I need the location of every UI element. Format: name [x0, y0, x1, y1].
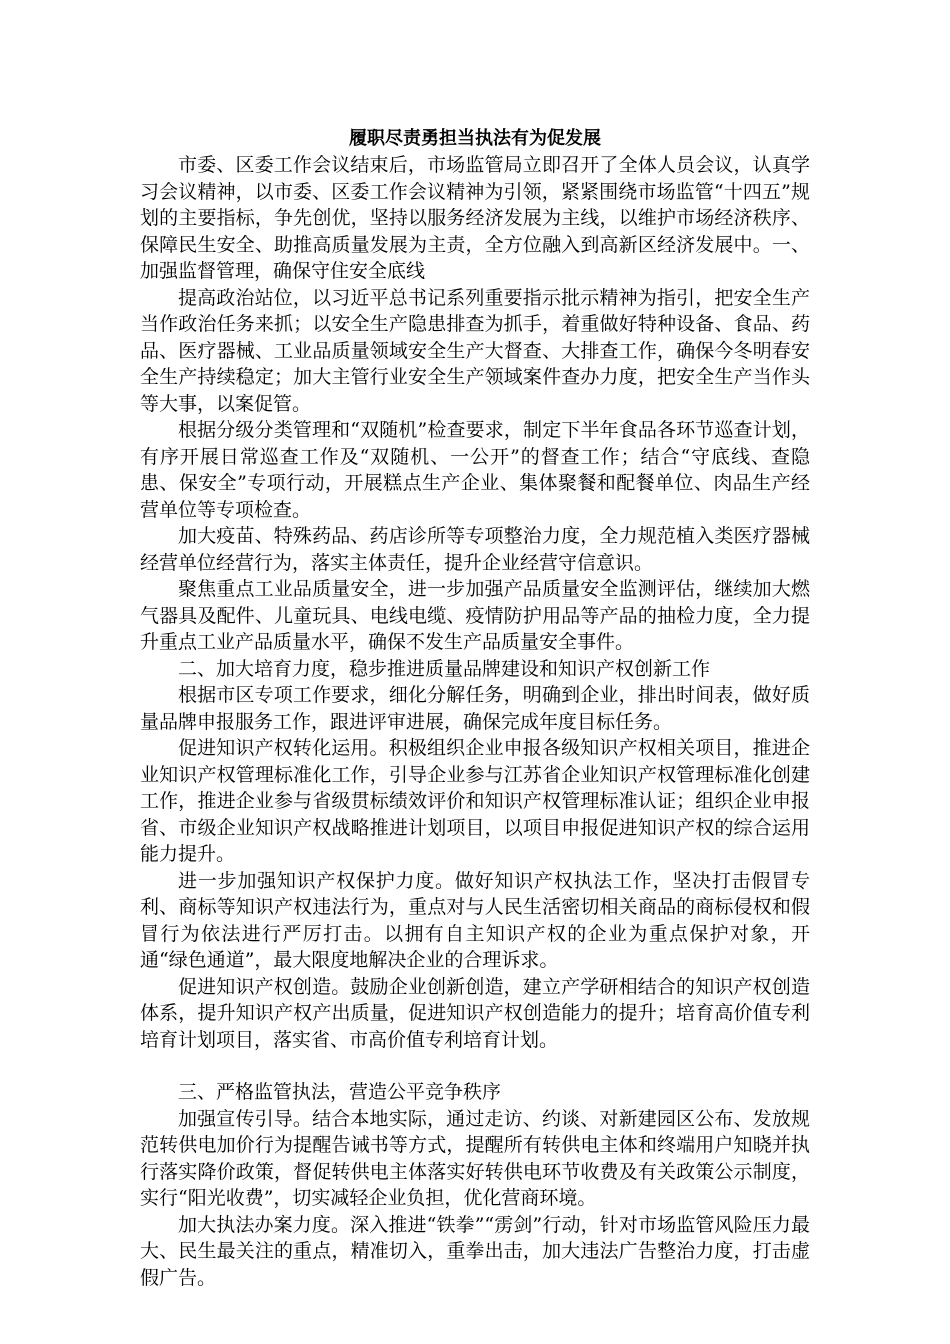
- paragraph-ip-creation: 促进知识产权创造。鼓励企业创新创造，建立产学研相结合的知识产权创造体系，提升知识产权产出质量，促进知识产权创造能力的提升；培育高价值专利培育计划项目，落实省、市高价值专利培育计划。: [140, 975, 810, 1051]
- paragraph-quality-brand: 根据市区专项工作要求，细化分解任务，明确到企业，排出时间表，做好质量品牌申报服务工作，跟进评审进展，确保完成年度目标任务。: [140, 684, 810, 733]
- section-heading-2: 二、加大培育力度，稳步推进质量品牌建设和知识产权创新工作: [178, 657, 711, 680]
- document-title: 履职尽责勇担当执法有为促发展: [349, 128, 601, 149]
- paragraph-ip-protection: 进一步加强知识产权保护力度。做好知识产权执法工作，坚决打击假冒专利、商标等知识产权违法行为，重点对与人民生活密切相关商品的商标侵权和假冒行为依法进行严厉打击。以拥有自主知识产权的企业为重点保护对象，开通“绿色通道”，最大限度地解决企业的合理诉求。: [140, 869, 810, 971]
- paragraph-publicity: 加强宣传引导。结合本地实际，通过走访、约谈、对新建园区公布、发放规范转供电加价行为提醒告诫书等方式，提醒所有转供电主体和终端用户知晓并执行落实降价政策，督促转供电主体落实好转供电环节收费及有关政策公示制度，实行“阳光收费”，切实减轻企业负担，优化营商环境。: [140, 1107, 810, 1209]
- section-heading-3: 三、严格监管执法，营造公平竞争秩序: [178, 1081, 502, 1103]
- paragraph-ip-application: 促进知识产权转化运用。积极组织企业申报各级知识产权相关项目，推进企业知识产权管理标准化工作，引导企业参与江苏省企业知识产权管理标准化创建工作，推进企业参与省级贯标绩效评价和知识产权管理标准认证；组织企业申报省、市级企业知识产权战略推进计划项目，以项目申报促进知识产权的综合运用能力提升。: [140, 737, 810, 865]
- paragraph-vaccine-drugs: 加大疫苗、特殊药品、药店诊所等专项整治力度，全力规范植入类医疗器械经营单位经营行为，落实主体责任，提升企业经营守信意识。: [140, 525, 810, 574]
- paragraph-enforcement: 加大执法办案力度。深入推进“铁拳”“雳剑”行动，针对市场监管风险压力最大、民生最关注的重点，精准切入，重拳出击，加大违法广告整治力度，打击虚假广告。: [140, 1213, 810, 1289]
- paragraph-safety-politics: 提高政治站位，以习近平总书记系列重要指示批示精神为指引，把安全生产当作政治任务来抓；以安全生产隐患排查为抓手，着重做好特种设备、食品、药品、医疗器械、工业品质量领域安全生产大督查、大排查工作，确保今冬明春安全生产持续稳定；加大主管行业安全生产领域案件查办力度，把安全生产当作头等大事，以案促管。: [140, 286, 810, 415]
- paragraph-industrial-quality: 聚焦重点工业品质量安全，进一步加强产品质量安全监测评估，继续加大燃气器具及配件、儿童玩具、电线电缆、疫情防护用品等产品的抽检力度，全力提升重点工业产品质量水平，确保不发生产品质量安全事件。: [140, 578, 810, 653]
- section-spacer: [140, 1053, 810, 1079]
- paragraph-food-inspection: 根据分级分类管理和“双随机”检查要求，制定下半年食品各环节巡查计划，有序开展日常巡查工作及“双随机、一公开”的督查工作；结合“守底线、查隐患、保安全”专项行动，开展糕点生产企业、集体聚餐和配餐单位、肉品生产经营单位等专项检查。: [140, 419, 810, 521]
- document-body: [140, 126, 810, 1291]
- paragraph-intro: 市委、区委工作会议结束后，市场监管局立即召开了全体人员会议，认真学习会议精神，以市委、区委工作会议精神为引领，紧紧围绕市场监管“十四五”规划的主要指标，争先创优，坚持以服务经济发展为主线，以维护市场经济秩序、保障民生安全、助推高质量发展为主责，全方位融入到高新区经济发展中。一、加强监督管理，确保守住安全底线: [140, 154, 810, 282]
